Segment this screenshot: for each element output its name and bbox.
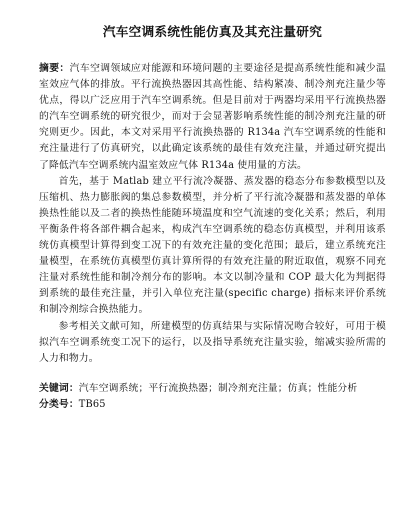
classification-line (39, 397, 386, 413)
abstract-paragraph-3: 参考相关文献可知，所建模型的仿真结果与实际情况吻合较好，可用于模拟汽车空调系统变工况下的运行，以及指导系统充注量实验，缩减实验所需的人力和物力。 (39, 320, 386, 364)
classification-label: 分类号： (39, 398, 79, 410)
paper-page (0, 24, 414, 507)
abstract-label: 摘要： (39, 63, 70, 74)
abstract-paragraph-2: 首先，基于 Matlab 建立平行流冷凝器、蒸发器的稳态分布参数模型以及压缩机、热力膨胀阀的集总参数模型，并分析了平行流冷凝器和蒸发器的单体换热性能以及二者的换热性能随环境温度和空气流速的变化关系；然后，利用平衡条件将各部件耦合起来，构成汽车空调系统的稳态仿真模型，并利用该系统仿真模型计算得到变工况下的有效充注量的变化范围；最后，建立系统充注量模型，在系统仿真模型仿真计算所得的有效充注量的附近取值，观察不同充注量对系统性能和制冷剂分布的影响。本文以制冷量和 COP 最大化为判据得到系统的最佳充注量，并引入单位充注量(specific charge) 指标来评价系统和制冷剂综合换热能力。 (39, 175, 386, 316)
keywords-line (39, 381, 386, 397)
keywords-label: 关键词： (39, 382, 79, 394)
paper-title: 汽车空调系统性能仿真及其充注量研究 (102, 24, 323, 39)
keywords-text: 汽车空调系统；平行流换热器；制冷剂充注量；仿真；性能分析 (78, 382, 358, 394)
abstract-text-1: 汽车空调领域应对能源和环境问题的主要途径是提高系统性能和减少温室效应气体的排放。平行流换热器因其高性能、结构紧凑、制冷剂充注量少等优点，得以广泛应用于汽车空调系统。但是目前对于两器均采用平行流换热器的汽车空调系统的研究很少，而对于会显著影响系统性能的制冷剂充注量的研究则更少。因此，本文对采用平行流换热器的 R134a 汽车空调系统的性能和充注量进行了仿真研究，以此确定该系统的最佳有效充注量，并通过研究提出了降低汽车空调系统内温室效应气体 R134a 使用量的方法。 (39, 63, 386, 171)
abstract-paragraph-1 (39, 61, 386, 174)
classification-number: TB65 (78, 398, 106, 410)
